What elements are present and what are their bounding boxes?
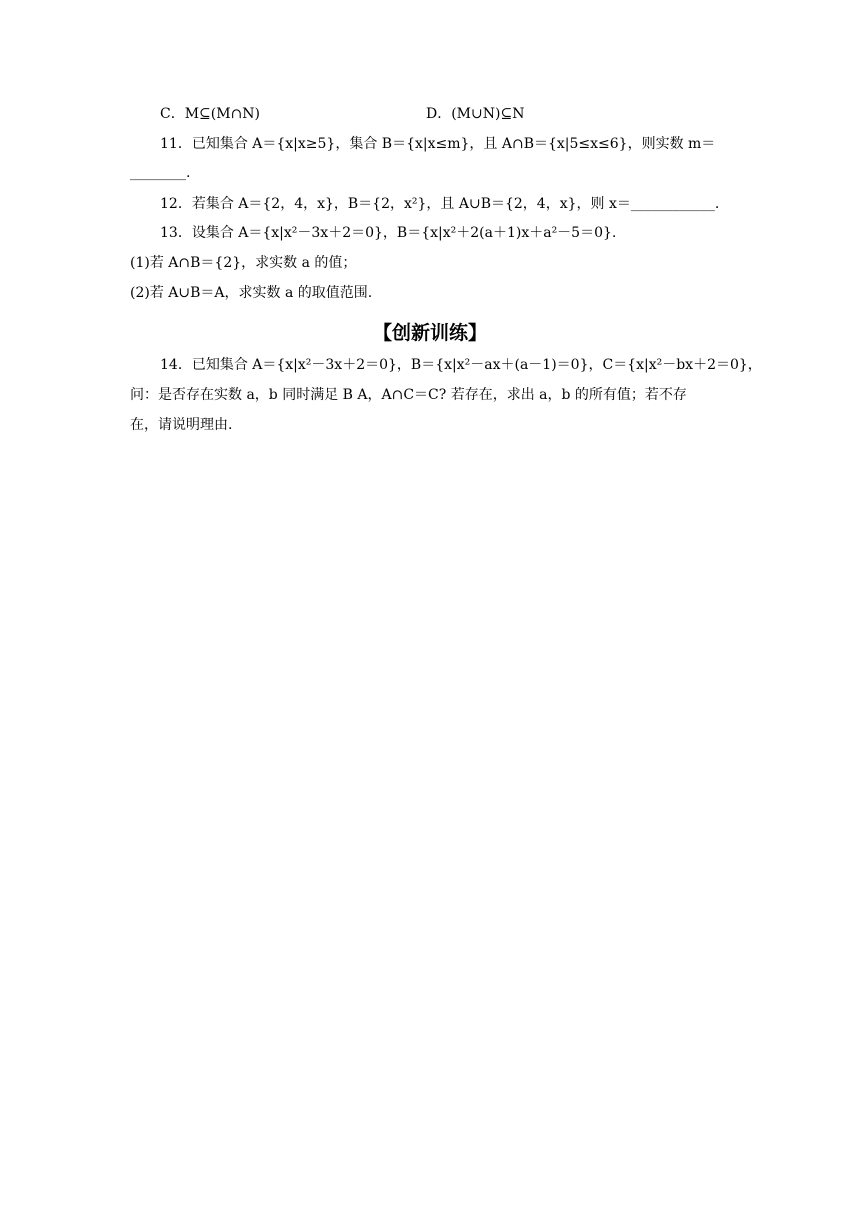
question-11-line-1: 11．已知集合 A＝{x|x≥5}，集合 B＝{x|x≤m}，且 A∩B＝{x|5≤x≤6}，则实数 m＝ <box>160 136 716 152</box>
question-13-part-2: (2)若 A∪B＝A，求实数 a 的取值范围. <box>130 285 373 301</box>
question-11-line-2: ________. <box>130 165 191 181</box>
option-c: C．M⊆(M∩N) <box>160 106 261 122</box>
section-title: 【创新训练】 <box>372 322 487 344</box>
question-13-part-1: (1)若 A∩B＝{2}，求实数 a 的值； <box>130 255 357 271</box>
option-d: D．(M∪N)⊆N <box>426 106 525 122</box>
question-14-line-2: 问：是否存在实数 a，b 同时满足 B A，A∩C＝C? 若存在，求出 a，b 的所有值；若不存 <box>130 387 687 403</box>
question-12: 12．若集合 A＝{2，4，x}，B＝{2，x²}，且 A∪B＝{2，4，x}，则 x＝____________. <box>160 196 720 212</box>
question-14-line-3: 在，请说明理由. <box>130 417 233 433</box>
question-14-line-1: 14．已知集合 A＝{x|x²－3x＋2＝0}，B＝{x|x²－ax＋(a－1)＝0}，C＝{x|x²－bx＋2＝0}， <box>160 357 762 373</box>
question-13: 13．设集合 A＝{x|x²－3x＋2＝0}，B＝{x|x²＋2(a＋1)x＋a²－5＝0}. <box>160 225 617 241</box>
